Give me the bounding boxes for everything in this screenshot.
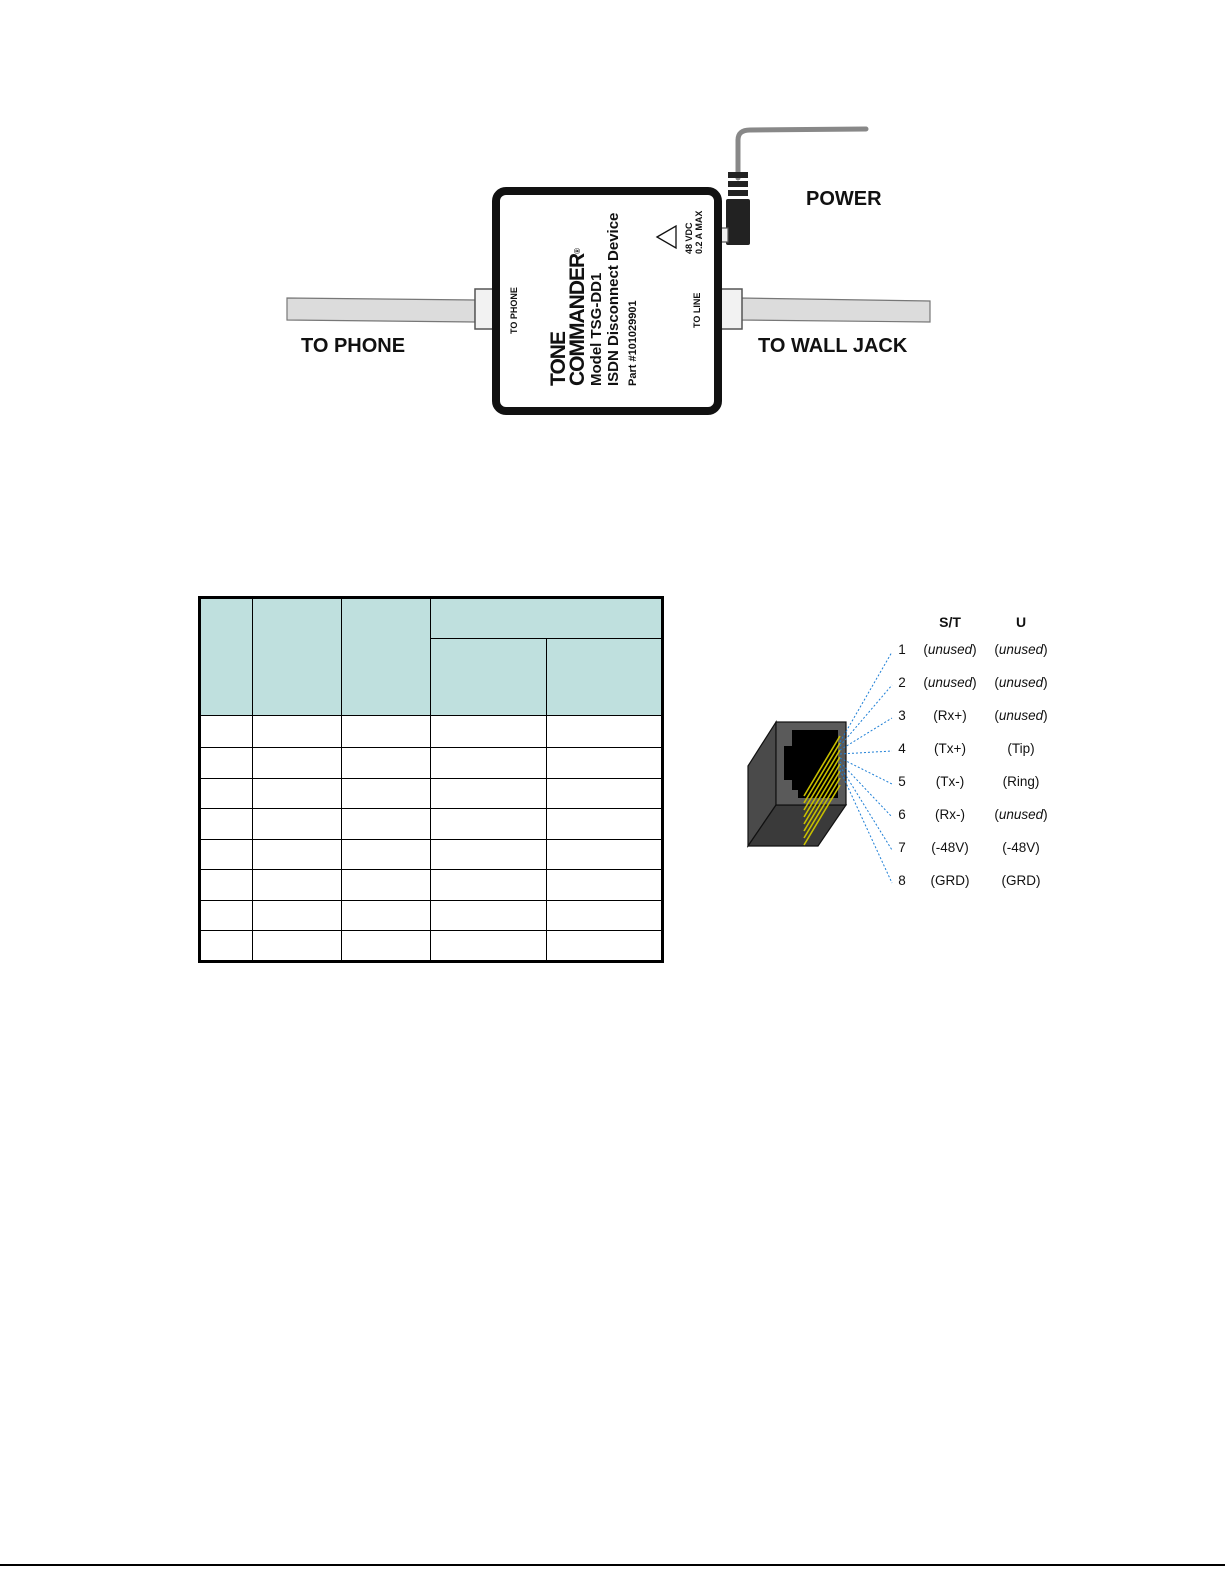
table-cell: [431, 870, 547, 901]
lead-line: [840, 762, 892, 817]
pin-st-signal: (Rx-): [935, 807, 965, 822]
table-cell: [200, 748, 253, 779]
pin-u-signal: (unused): [994, 708, 1048, 723]
brand-line-2: COMMANDER®: [566, 248, 589, 386]
table-header-cell: [547, 638, 663, 715]
table-cell: [547, 809, 663, 840]
lead-line: [840, 766, 892, 850]
table-row: [200, 809, 663, 840]
pin-u-signal: (Ring): [1002, 774, 1040, 789]
table-cell: [200, 900, 253, 931]
table-cell: [547, 931, 663, 962]
pin-u-signal: (Tip): [1007, 741, 1035, 756]
table-cell: [253, 778, 342, 809]
table-cell: [253, 931, 342, 962]
port-label-phone: TO PHONE: [509, 287, 519, 334]
table-row: [200, 931, 663, 962]
table-row: [200, 748, 663, 779]
pin-u-signal: (unused): [994, 675, 1048, 690]
page-bottom-rule: [0, 1564, 1225, 1566]
phone-cable: [287, 289, 497, 329]
pin-number: 2: [898, 675, 906, 690]
table-cell: [431, 839, 547, 870]
table-cell: [547, 900, 663, 931]
part-number: Part #101029901: [627, 300, 639, 386]
header-u: U: [1015, 614, 1027, 630]
to-wall-jack-label: TO WALL JACK: [758, 335, 908, 357]
table-cell: [342, 839, 431, 870]
table-cell: [342, 870, 431, 901]
pin-u-signal: (unused): [994, 642, 1048, 657]
to-phone-label: TO PHONE: [301, 335, 406, 357]
table-cell: [431, 900, 547, 931]
table-cell: [200, 778, 253, 809]
lead-lines: [840, 652, 892, 883]
brand-logo: [549, 249, 587, 386]
pin-number: 3: [898, 708, 906, 723]
pin-number: 4: [898, 741, 906, 756]
table-cell: [253, 809, 342, 840]
table-cell: [253, 716, 342, 748]
model-number: Model TSG-DD1: [588, 272, 605, 386]
table-header-cell: [431, 598, 663, 639]
table-row: [200, 839, 663, 870]
table-cell: [253, 870, 342, 901]
lead-line: [840, 758, 892, 784]
table-cell: [253, 839, 342, 870]
table-header-cell: [200, 598, 253, 716]
table-cell: [342, 716, 431, 748]
lead-line: [840, 718, 892, 750]
pin-number: 6: [898, 807, 906, 822]
pin-st-signal: (unused): [923, 675, 977, 690]
power-cord: [718, 129, 866, 245]
pin-st-signal: (Rx+): [933, 708, 967, 723]
brand-line-1: TONE: [547, 332, 570, 386]
table-cell: [431, 748, 547, 779]
table-header-cell: [253, 598, 342, 716]
lead-line: [840, 685, 892, 746]
pin-number: 5: [898, 774, 906, 789]
pin-st-signal: (unused): [923, 642, 977, 657]
pin-st-signal: (Tx+): [934, 741, 966, 756]
table-cell: [342, 931, 431, 962]
port-label-line: TO LINE: [692, 292, 702, 328]
table-cell: [200, 809, 253, 840]
table-cell: [431, 809, 547, 840]
table-cell: [200, 870, 253, 901]
pin-number: 8: [898, 873, 906, 888]
table-row: [200, 870, 663, 901]
table-cell: [342, 778, 431, 809]
table-cell: [342, 748, 431, 779]
table-row: [200, 900, 663, 931]
wall-jack-cable: [718, 289, 930, 329]
table-cell: [342, 809, 431, 840]
lead-line: [840, 652, 892, 742]
table-cell: [547, 748, 663, 779]
table-cell: [253, 900, 342, 931]
power-label: POWER: [806, 188, 882, 210]
pin-number: 1: [898, 642, 906, 657]
rj45-jack-diagram: [740, 640, 900, 900]
table-cell: [547, 839, 663, 870]
table-cell: [547, 716, 663, 748]
table-cell: [547, 870, 663, 901]
table-row: [200, 778, 663, 809]
pin-table: [198, 596, 664, 963]
pin-u-signal: (unused): [994, 807, 1048, 822]
table-row: [200, 716, 663, 748]
table-cell: [253, 748, 342, 779]
pin-st-signal: (-48V): [931, 840, 969, 855]
device-name: ISDN Disconnect Device: [605, 212, 622, 386]
header-st: S/T: [939, 614, 961, 630]
table-cell: [431, 778, 547, 809]
table-cell: [200, 931, 253, 962]
table-cell: [547, 778, 663, 809]
table-cell: [200, 716, 253, 748]
lead-line: [840, 751, 892, 754]
pin-number: 7: [898, 840, 906, 855]
table-header-cell: [342, 598, 431, 716]
pin-u-signal: (GRD): [1001, 873, 1041, 888]
pin-u-signal: (-48V): [1002, 840, 1040, 855]
table-cell: [431, 931, 547, 962]
pin-st-signal: (Tx-): [935, 774, 965, 789]
table-cell: [342, 900, 431, 931]
power-rating: [684, 211, 704, 254]
table-cell: [200, 839, 253, 870]
lead-line: [840, 770, 892, 883]
power-rating-voltage: 48 VDC: [684, 222, 694, 254]
table-cell: [431, 716, 547, 748]
table-header-cell: [431, 638, 547, 715]
pin-st-signal: (GRD): [930, 873, 970, 888]
power-rating-current: 0.2 A MAX: [694, 210, 704, 254]
